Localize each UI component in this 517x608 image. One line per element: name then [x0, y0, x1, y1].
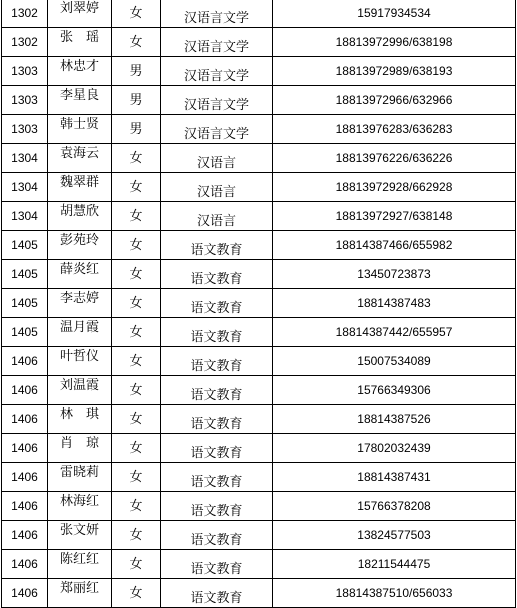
- phone-cell: 15766378208: [273, 492, 516, 521]
- class-cell: 1303: [2, 86, 48, 115]
- major-cell: 汉语言文学: [161, 86, 273, 115]
- table-row: [2, 405, 516, 434]
- class-cell: 1406: [2, 550, 48, 579]
- major-cell: 汉语言文学: [161, 0, 273, 28]
- major-cell: 语文教育: [161, 347, 273, 376]
- gender-cell: 女: [112, 202, 161, 231]
- student-name-cell: 胡慧欣: [48, 202, 112, 231]
- major-cell: 汉语言: [161, 173, 273, 202]
- gender-cell: 男: [112, 86, 161, 115]
- student-name-cell: 郑丽红: [48, 579, 112, 608]
- student-name-cell: 刘温霞: [48, 376, 112, 405]
- class-cell: 1406: [2, 376, 48, 405]
- major-cell: 语文教育: [161, 579, 273, 608]
- student-name-cell: 肖 琼: [48, 434, 112, 463]
- phone-cell: 15766349306: [273, 376, 516, 405]
- phone-cell: 18813972996/638198: [273, 28, 516, 57]
- table-row: [2, 579, 516, 608]
- student-name-cell: 雷晓莉: [48, 463, 112, 492]
- class-cell: 1303: [2, 57, 48, 86]
- gender-cell: 男: [112, 115, 161, 144]
- student-name-cell: 薛炎红: [48, 260, 112, 289]
- gender-cell: 女: [112, 347, 161, 376]
- gender-cell: 女: [112, 376, 161, 405]
- table-row: [2, 231, 516, 260]
- gender-cell: 女: [112, 144, 161, 173]
- student-name-cell: 刘翠婷: [48, 0, 112, 28]
- table-row: [2, 173, 516, 202]
- class-cell: 1406: [2, 463, 48, 492]
- class-cell: 1302: [2, 0, 48, 28]
- major-cell: 语文教育: [161, 463, 273, 492]
- class-cell: 1406: [2, 405, 48, 434]
- student-name-cell: 彭苑玲: [48, 231, 112, 260]
- table-row: [2, 144, 516, 173]
- class-cell: 1406: [2, 521, 48, 550]
- class-cell: 1406: [2, 492, 48, 521]
- table-row: [2, 28, 516, 57]
- major-cell: 语文教育: [161, 260, 273, 289]
- phone-cell: 18813976283/636283: [273, 115, 516, 144]
- class-cell: 1304: [2, 173, 48, 202]
- major-cell: 汉语言文学: [161, 28, 273, 57]
- major-cell: 语文教育: [161, 231, 273, 260]
- student-name-cell: 林忠才: [48, 57, 112, 86]
- table-row: [2, 376, 516, 405]
- phone-cell: 18814387526: [273, 405, 516, 434]
- student-name-cell: 林海红: [48, 492, 112, 521]
- phone-cell: 18814387442/655957: [273, 318, 516, 347]
- gender-cell: 女: [112, 463, 161, 492]
- table-row: [2, 57, 516, 86]
- major-cell: 汉语言文学: [161, 115, 273, 144]
- student-name-cell: 李志婷: [48, 289, 112, 318]
- phone-cell: 13824577503: [273, 521, 516, 550]
- student-name-cell: 袁海云: [48, 144, 112, 173]
- gender-cell: 女: [112, 579, 161, 608]
- gender-cell: 男: [112, 57, 161, 86]
- table-row: [2, 347, 516, 376]
- gender-cell: 女: [112, 318, 161, 347]
- student-name-cell: 温月霞: [48, 318, 112, 347]
- gender-cell: 女: [112, 28, 161, 57]
- class-cell: 1406: [2, 434, 48, 463]
- gender-cell: 女: [112, 173, 161, 202]
- gender-cell: 女: [112, 289, 161, 318]
- major-cell: 语文教育: [161, 550, 273, 579]
- table-row: [2, 463, 516, 492]
- class-cell: 1405: [2, 231, 48, 260]
- major-cell: 语文教育: [161, 492, 273, 521]
- gender-cell: 女: [112, 231, 161, 260]
- phone-cell: 13450723873: [273, 260, 516, 289]
- major-cell: 语文教育: [161, 434, 273, 463]
- class-cell: 1405: [2, 260, 48, 289]
- table-row: [2, 115, 516, 144]
- gender-cell: 女: [112, 405, 161, 434]
- phone-cell: 18814387466/655982: [273, 231, 516, 260]
- table-row: [2, 434, 516, 463]
- table-row: [2, 521, 516, 550]
- student-contact-table: [1, 0, 516, 608]
- phone-cell: 18814387483: [273, 289, 516, 318]
- major-cell: 语文教育: [161, 376, 273, 405]
- major-cell: 汉语言文学: [161, 57, 273, 86]
- phone-cell: 18814387510/656033: [273, 579, 516, 608]
- table-row: [2, 289, 516, 318]
- class-cell: 1303: [2, 115, 48, 144]
- phone-cell: 15007534089: [273, 347, 516, 376]
- student-name-cell: 张 瑶: [48, 28, 112, 57]
- major-cell: 语文教育: [161, 318, 273, 347]
- student-name-cell: 韩士贤: [48, 115, 112, 144]
- student-name-cell: 林 琪: [48, 405, 112, 434]
- gender-cell: 女: [112, 550, 161, 579]
- phone-cell: 18813972927/638148: [273, 202, 516, 231]
- table-row: [2, 550, 516, 579]
- major-cell: 汉语言: [161, 144, 273, 173]
- gender-cell: 女: [112, 0, 161, 28]
- class-cell: 1405: [2, 318, 48, 347]
- major-cell: 语文教育: [161, 521, 273, 550]
- student-name-cell: 李星良: [48, 86, 112, 115]
- student-name-cell: 魏翠群: [48, 173, 112, 202]
- major-cell: 汉语言: [161, 202, 273, 231]
- phone-cell: 18813976226/636226: [273, 144, 516, 173]
- phone-cell: 18813972928/662928: [273, 173, 516, 202]
- table-body: [2, 0, 516, 608]
- class-cell: 1304: [2, 144, 48, 173]
- phone-cell: 18813972966/632966: [273, 86, 516, 115]
- table-row: [2, 492, 516, 521]
- class-cell: 1302: [2, 28, 48, 57]
- phone-cell: 15917934534: [273, 0, 516, 28]
- student-name-cell: 张文妍: [48, 521, 112, 550]
- gender-cell: 女: [112, 260, 161, 289]
- table-row: [2, 318, 516, 347]
- table-row: [2, 260, 516, 289]
- student-name-cell: 陈红红: [48, 550, 112, 579]
- student-name-cell: 叶哲仪: [48, 347, 112, 376]
- class-cell: 1406: [2, 579, 48, 608]
- phone-cell: 17802032439: [273, 434, 516, 463]
- gender-cell: 女: [112, 521, 161, 550]
- gender-cell: 女: [112, 434, 161, 463]
- phone-cell: 18813972989/638193: [273, 57, 516, 86]
- gender-cell: 女: [112, 492, 161, 521]
- phone-cell: 18211544475: [273, 550, 516, 579]
- class-cell: 1406: [2, 347, 48, 376]
- phone-cell: 18814387431: [273, 463, 516, 492]
- major-cell: 语文教育: [161, 289, 273, 318]
- class-cell: 1304: [2, 202, 48, 231]
- table-row: [2, 202, 516, 231]
- table-row: [2, 86, 516, 115]
- major-cell: 语文教育: [161, 405, 273, 434]
- table-row: [2, 0, 516, 28]
- class-cell: 1405: [2, 289, 48, 318]
